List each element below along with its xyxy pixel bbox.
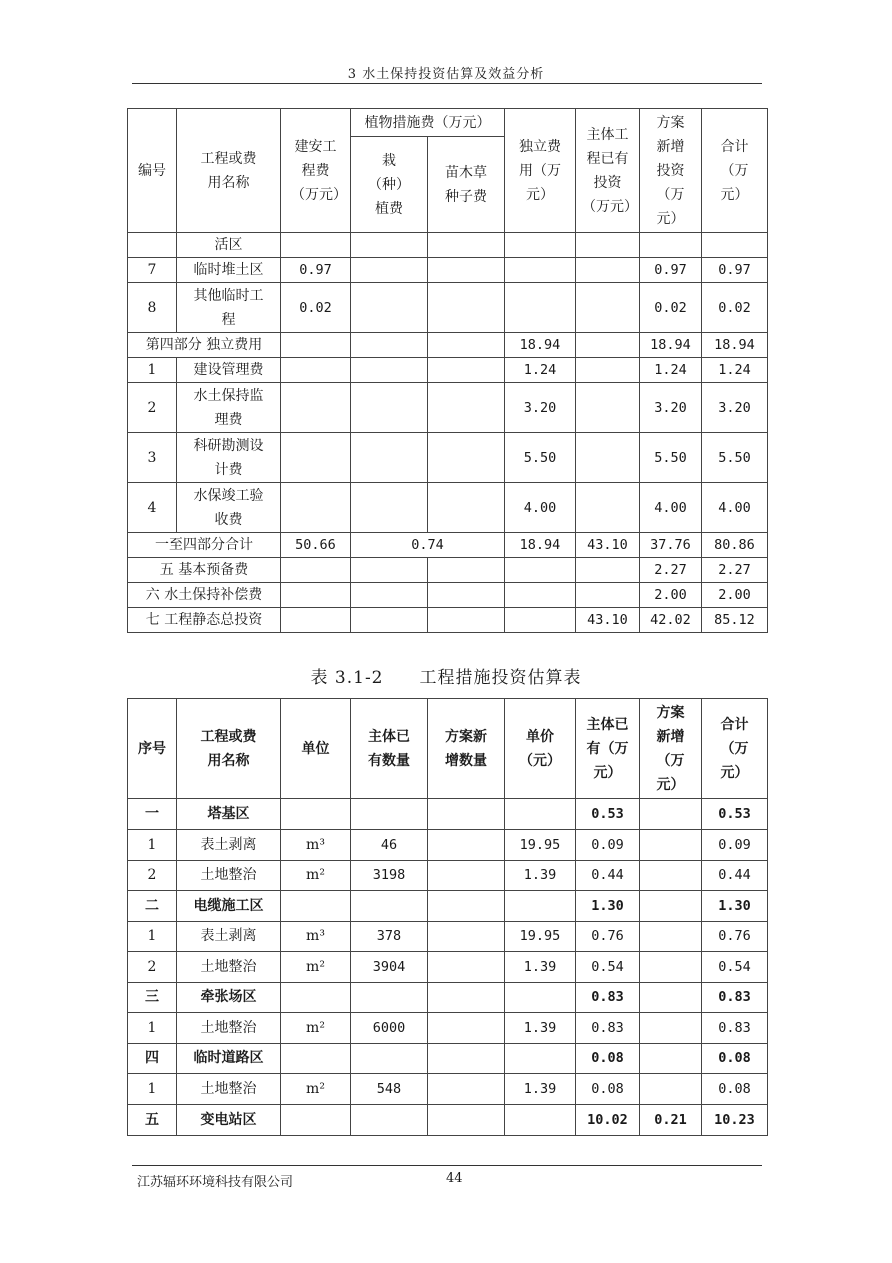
cell-no: 四 bbox=[128, 1043, 177, 1074]
cell-fangan bbox=[640, 830, 702, 861]
cell-heji: 0.53 bbox=[702, 799, 768, 830]
cell-newqty bbox=[428, 1043, 505, 1074]
cell-unit bbox=[281, 1104, 351, 1135]
cell-unit bbox=[281, 1043, 351, 1074]
cell-zhuti: 0.83 bbox=[576, 1013, 640, 1044]
cell-unit: m² bbox=[281, 860, 351, 891]
table-row bbox=[128, 952, 768, 983]
cell-newqty bbox=[428, 799, 505, 830]
header-cell: 方案新增数量 bbox=[428, 699, 505, 799]
header-zhuti: 主体工程已有投资（万元） bbox=[576, 109, 640, 233]
cell-no: 1 bbox=[128, 1074, 177, 1105]
header-cell: 方案新增（万元） bbox=[640, 699, 702, 799]
table-row-total: 七 工程静态总投资 43.10 42.02 85.12 bbox=[128, 608, 768, 633]
header-cell: 合计（万元） bbox=[702, 699, 768, 799]
header-duli: 独立费用（万元） bbox=[505, 109, 576, 233]
cell-heji: 0.09 bbox=[702, 830, 768, 861]
cell-no: 1 bbox=[128, 921, 177, 952]
cell-no: 2 bbox=[128, 952, 177, 983]
cell-unit: m³ bbox=[281, 921, 351, 952]
table-row bbox=[128, 1013, 768, 1044]
table-row bbox=[128, 830, 768, 861]
header-zai: 栽（种）植费 bbox=[351, 137, 428, 233]
header-fangan: 方案新增投资（万元） bbox=[640, 109, 702, 233]
cell-name: 临时道路区 bbox=[177, 1043, 281, 1074]
cell-name: 表土剥离 bbox=[177, 921, 281, 952]
cell-zhuti: 0.08 bbox=[576, 1043, 640, 1074]
cell-qty: 46 bbox=[351, 830, 428, 861]
cell-zhuti: 0.54 bbox=[576, 952, 640, 983]
table-row: 8 其他临时工程 0.02 0.02 0.02 bbox=[128, 283, 768, 333]
cell-heji: 10.23 bbox=[702, 1104, 768, 1135]
cell-zhuti: 0.53 bbox=[576, 799, 640, 830]
cell-heji: 0.08 bbox=[702, 1074, 768, 1105]
category-row bbox=[128, 891, 768, 922]
cell-price: 1.39 bbox=[505, 1074, 576, 1105]
cell-newqty bbox=[428, 921, 505, 952]
cell-fangan bbox=[640, 1074, 702, 1105]
header-miao: 苗木草种子费 bbox=[428, 137, 505, 233]
cell-name: 牵张场区 bbox=[177, 982, 281, 1013]
cell-no: 二 bbox=[128, 891, 177, 922]
cell-zhuti: 1.30 bbox=[576, 891, 640, 922]
category-row bbox=[128, 1043, 768, 1074]
cell-no: 1 bbox=[128, 1013, 177, 1044]
cell-newqty bbox=[428, 982, 505, 1013]
table-row: 7 临时堆土区 0.97 0.97 0.97 bbox=[128, 258, 768, 283]
category-row bbox=[128, 799, 768, 830]
cell-heji: 0.54 bbox=[702, 952, 768, 983]
table-row-part4: 第四部分 独立费用 18.94 18.94 18.94 bbox=[128, 333, 768, 358]
table-row bbox=[128, 860, 768, 891]
footer-company: 江苏辐环环境科技有限公司 bbox=[137, 1175, 294, 1190]
category-row bbox=[128, 1104, 768, 1135]
cell-fangan bbox=[640, 982, 702, 1013]
cell-fangan bbox=[640, 799, 702, 830]
table-row: 活区 bbox=[128, 233, 768, 258]
cell-fangan: 0.21 bbox=[640, 1104, 702, 1135]
header-cell: 单位 bbox=[281, 699, 351, 799]
cell-fangan bbox=[640, 1013, 702, 1044]
cell-qty: 378 bbox=[351, 921, 428, 952]
cell-no: 2 bbox=[128, 860, 177, 891]
running-header: 3 水土保持投资估算及效益分析 bbox=[347, 67, 545, 82]
cell-price bbox=[505, 1043, 576, 1074]
cell-qty: 3904 bbox=[351, 952, 428, 983]
cell-unit: m³ bbox=[281, 830, 351, 861]
caption-number: 表 3.1-2 bbox=[310, 668, 384, 688]
header-zhiwu: 植物措施费（万元） bbox=[351, 109, 505, 137]
cell-qty: 6000 bbox=[351, 1013, 428, 1044]
table-row: 4 水保竣工验收费 4.00 4.00 4.00 bbox=[128, 483, 768, 533]
cell-name: 土地整治 bbox=[177, 1074, 281, 1105]
header-cell: 序号 bbox=[128, 699, 177, 799]
cell-newqty bbox=[428, 952, 505, 983]
caption-title: 工程措施投资估算表 bbox=[419, 668, 582, 688]
table-row bbox=[128, 921, 768, 952]
cell-newqty bbox=[428, 1104, 505, 1135]
table-row-sum: 一至四部分合计 50.66 0.74 18.94 43.10 37.76 80.86 bbox=[128, 533, 768, 558]
cell-newqty bbox=[428, 830, 505, 861]
header-jian: 建安工程费（万元） bbox=[281, 109, 351, 233]
cell-fangan bbox=[640, 921, 702, 952]
cell-zhuti: 0.09 bbox=[576, 830, 640, 861]
cell-price: 1.39 bbox=[505, 952, 576, 983]
header-cell: 单价（元） bbox=[505, 699, 576, 799]
cell-name: 土地整治 bbox=[177, 952, 281, 983]
cell-fangan bbox=[640, 860, 702, 891]
cell-qty bbox=[351, 1043, 428, 1074]
header-cell: 主体已有数量 bbox=[351, 699, 428, 799]
table-row bbox=[128, 1074, 768, 1105]
cell-price: 1.39 bbox=[505, 1013, 576, 1044]
cell-no: 五 bbox=[128, 1104, 177, 1135]
cell-newqty bbox=[428, 860, 505, 891]
table-row: 2 水土保持监理费 3.20 3.20 3.20 bbox=[128, 383, 768, 433]
cell-heji: 0.08 bbox=[702, 1043, 768, 1074]
engineering-measures-table bbox=[127, 698, 768, 1136]
cell-newqty bbox=[428, 891, 505, 922]
investment-summary-table bbox=[127, 108, 768, 633]
cell-name: 塔基区 bbox=[177, 799, 281, 830]
table-row-compensation: 六 水土保持补偿费 2.00 2.00 bbox=[128, 583, 768, 608]
cell-name: 表土剥离 bbox=[177, 830, 281, 861]
page-number: 44 bbox=[446, 1171, 463, 1186]
cell-name: 电缆施工区 bbox=[177, 891, 281, 922]
table-row: 3 科研勘测设计费 5.50 5.50 5.50 bbox=[128, 433, 768, 483]
cell-name: 变电站区 bbox=[177, 1104, 281, 1135]
cell-unit: m² bbox=[281, 1013, 351, 1044]
footer-rule bbox=[132, 1165, 762, 1166]
cell-unit bbox=[281, 982, 351, 1013]
cell-heji: 0.44 bbox=[702, 860, 768, 891]
category-row bbox=[128, 982, 768, 1013]
cell-qty bbox=[351, 891, 428, 922]
cell-heji: 0.83 bbox=[702, 982, 768, 1013]
header-heji: 合计（万元） bbox=[702, 109, 768, 233]
table-row: 1 建设管理费 1.24 1.24 1.24 bbox=[128, 358, 768, 383]
cell-price bbox=[505, 1104, 576, 1135]
cell-heji: 1.30 bbox=[702, 891, 768, 922]
cell-no: 一 bbox=[128, 799, 177, 830]
table-header-row bbox=[128, 699, 768, 799]
cell-price bbox=[505, 982, 576, 1013]
cell-zhuti: 10.02 bbox=[576, 1104, 640, 1135]
cell-fangan bbox=[640, 1043, 702, 1074]
cell-price: 19.95 bbox=[505, 830, 576, 861]
cell-name: 土地整治 bbox=[177, 860, 281, 891]
cell-qty bbox=[351, 982, 428, 1013]
cell-fangan bbox=[640, 891, 702, 922]
cell-qty: 3198 bbox=[351, 860, 428, 891]
header-name: 工程或费用名称 bbox=[177, 109, 281, 233]
cell-no: 1 bbox=[128, 830, 177, 861]
header-cell: 主体已有（万元） bbox=[576, 699, 640, 799]
cell-price bbox=[505, 799, 576, 830]
cell-zhuti: 0.83 bbox=[576, 982, 640, 1013]
cell-fangan bbox=[640, 952, 702, 983]
cell-unit: m² bbox=[281, 952, 351, 983]
header-cell: 工程或费用名称 bbox=[177, 699, 281, 799]
cell-heji: 0.83 bbox=[702, 1013, 768, 1044]
cell-heji: 0.76 bbox=[702, 921, 768, 952]
cell-unit: m² bbox=[281, 1074, 351, 1105]
cell-qty: 548 bbox=[351, 1074, 428, 1105]
cell-unit bbox=[281, 891, 351, 922]
cell-qty bbox=[351, 1104, 428, 1135]
cell-zhuti: 0.08 bbox=[576, 1074, 640, 1105]
cell-price bbox=[505, 891, 576, 922]
cell-no: 三 bbox=[128, 982, 177, 1013]
cell-price: 1.39 bbox=[505, 860, 576, 891]
cell-zhuti: 0.44 bbox=[576, 860, 640, 891]
table-row-reserve: 五 基本预备费 2.27 2.27 bbox=[128, 558, 768, 583]
cell-name: 土地整治 bbox=[177, 1013, 281, 1044]
cell-newqty bbox=[428, 1013, 505, 1044]
cell-unit bbox=[281, 799, 351, 830]
header-no: 编号 bbox=[128, 109, 177, 233]
table-caption bbox=[0, 663, 892, 688]
header-rule bbox=[132, 83, 762, 84]
cell-zhuti: 0.76 bbox=[576, 921, 640, 952]
cell-price: 19.95 bbox=[505, 921, 576, 952]
cell-qty bbox=[351, 799, 428, 830]
cell-newqty bbox=[428, 1074, 505, 1105]
